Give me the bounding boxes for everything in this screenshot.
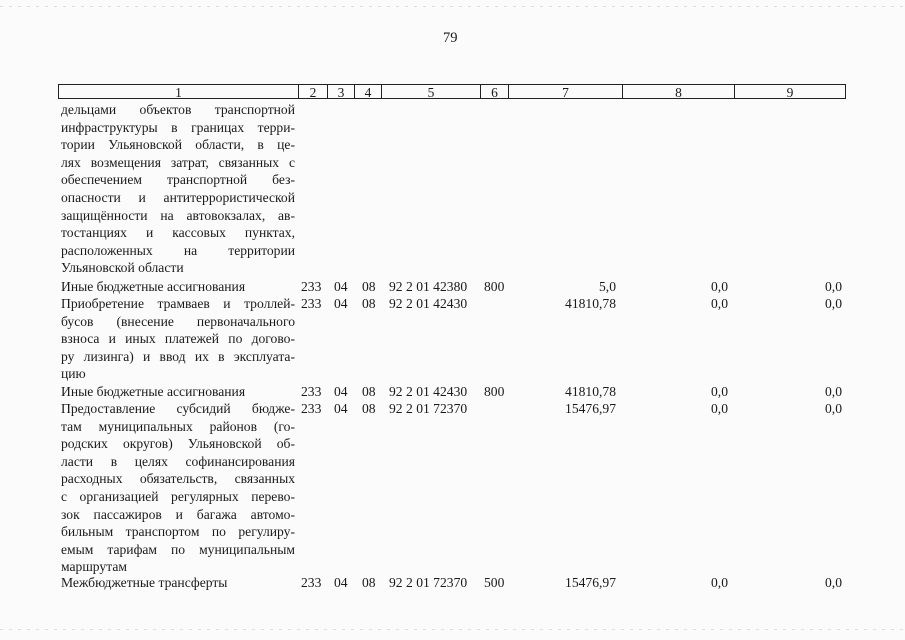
description-line: защищённости на автовокзалах, ав-: [61, 207, 295, 223]
cell-col7: 41810,78: [565, 296, 616, 311]
description-line: расположенных на территории: [61, 242, 295, 258]
row-description: [61, 574, 295, 592]
cell-vr: 800: [484, 279, 505, 294]
cell-col8: 0,0: [711, 575, 728, 590]
cell-pr: 08: [362, 279, 376, 294]
cell-pr: 08: [362, 575, 376, 590]
description-line: опасности и антитеррористической: [61, 189, 295, 205]
header-col-3: 3: [327, 84, 354, 99]
description-line: обеспечением транспортной без-: [61, 172, 295, 188]
description-line: инфраструктуры в границах терри-: [61, 119, 295, 135]
cell-csr: 92 2 01 72370: [389, 401, 468, 416]
description-line: тории Ульяновской области, в це-: [61, 137, 295, 153]
description-line: расходных обязательств, связанных: [61, 471, 295, 487]
cell-pr: 08: [362, 401, 376, 416]
cell-ved: 233: [301, 296, 322, 311]
description-line: бильным транспортом по регулиру-: [61, 524, 295, 540]
description-line: Приобретение трамваев и троллей-: [61, 296, 295, 311]
description-line: с организацией регулярных перево-: [61, 488, 295, 504]
cell-vr: 800: [484, 384, 505, 399]
row-description: [61, 383, 295, 401]
cell-ved: 233: [301, 401, 322, 416]
cell-pr: 08: [362, 384, 376, 399]
cell-col8: 0,0: [711, 279, 728, 294]
cell-pr: 08: [362, 296, 376, 311]
description-line: Межбюджетные трансферты: [61, 575, 228, 590]
cell-col9: 0,0: [825, 384, 842, 399]
description-line: лях возмещения затрат, связанных с: [61, 154, 295, 170]
description-line: ласти в целях софинансирования: [61, 453, 295, 469]
description-line: бусов (внесение первоначального: [61, 313, 295, 329]
description-line: емым тарифам по муниципальным: [61, 541, 295, 557]
header-col-5: 5: [381, 84, 480, 99]
row-description: [61, 400, 295, 576]
row-description: [61, 101, 295, 277]
description-line: зок пассажиров и багажа автомо-: [61, 506, 295, 522]
cell-col9: 0,0: [825, 401, 842, 416]
row-description: [61, 278, 295, 296]
header-col-2: 2: [298, 84, 327, 99]
description-line: Предоставление субсидий бюдже-: [61, 401, 295, 416]
description-line: тостанциях и кассовых пунктах,: [61, 225, 295, 241]
description-line: Ульяновской области: [61, 260, 184, 276]
cell-col8: 0,0: [711, 296, 728, 311]
cell-col7: 15476,97: [565, 575, 616, 590]
cell-col9: 0,0: [825, 575, 842, 590]
description-line: ру лизинга) и ввод их в эксплуата-: [61, 348, 295, 364]
description-line: дельцами объектов транспортной: [61, 102, 295, 117]
cell-rz: 04: [334, 401, 348, 416]
cell-rz: 04: [334, 296, 348, 311]
header-col-7: 7: [508, 84, 622, 99]
header-col-4: 4: [354, 84, 381, 99]
cell-rz: 04: [334, 575, 348, 590]
cell-csr: 92 2 01 72370: [389, 575, 468, 590]
description-line: там муниципальных районов (го-: [61, 418, 295, 434]
cell-col7: 41810,78: [565, 384, 616, 399]
cell-ved: 233: [301, 279, 322, 294]
page-number: 79: [443, 30, 458, 46]
row-description: [61, 295, 295, 383]
header-col-8: 8: [622, 84, 734, 99]
cell-col8: 0,0: [711, 401, 728, 416]
description-line: Иные бюджетные ассигнования: [61, 279, 246, 294]
cell-csr: 92 2 01 42430: [389, 296, 468, 311]
cell-col7: 15476,97: [565, 401, 616, 416]
header-col-1: 1: [58, 84, 298, 99]
cell-rz: 04: [334, 384, 348, 399]
cell-ved: 233: [301, 575, 322, 590]
cell-rz: 04: [334, 279, 348, 294]
description-line: взноса и иных платежей по догово-: [61, 331, 295, 347]
cell-col9: 0,0: [825, 296, 842, 311]
header-col-6: 6: [480, 84, 508, 99]
description-line: родских округов) Ульяновской об-: [61, 436, 295, 452]
description-line: цию: [61, 366, 86, 382]
cell-col8: 0,0: [711, 384, 728, 399]
header-col-9: 9: [734, 84, 846, 99]
cell-ved: 233: [301, 384, 322, 399]
cell-col7: 5,0: [599, 279, 616, 294]
description-line: Иные бюджетные ассигнования: [61, 384, 246, 399]
description-line: маршрутам: [61, 559, 127, 575]
cell-col9: 0,0: [825, 279, 842, 294]
cell-vr: 500: [484, 575, 505, 590]
cell-csr: 92 2 01 42380: [389, 279, 468, 294]
cell-csr: 92 2 01 42430: [389, 384, 468, 399]
